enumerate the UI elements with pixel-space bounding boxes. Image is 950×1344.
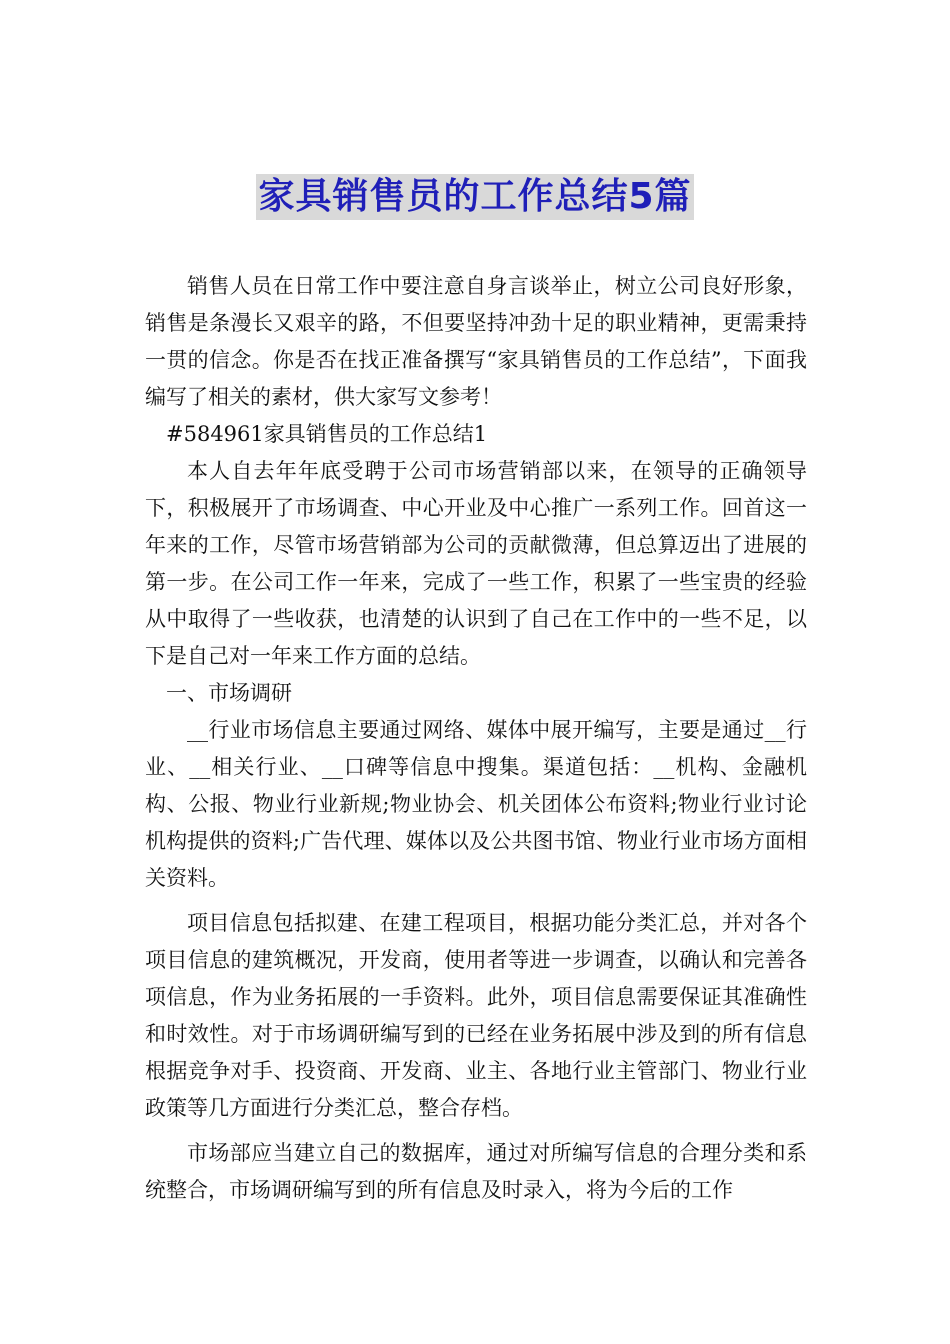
document-body <box>145 268 807 1209</box>
title-container <box>0 174 950 220</box>
subsection-heading: 一、市场调研 <box>166 681 292 705</box>
intro-paragraph: 销售人员在日常工作中要注意自身言谈举止，树立公司良好形象，销售是条漫长又艰辛的路，不但要坚持冲劲十足的职业精神，更需秉持一贯的信念。你是否在找正准备撰写“家具销售员的工作总结”，下面我编写了相关的素材，供大家写文参考！ <box>145 274 807 409</box>
body-paragraph: 项目信息包括拟建、在建工程项目，根据功能分类汇总，并对各个项目信息的建筑概况，开发商，使用者等进一步调查，以确认和完善各项信息，作为业务拓展的一手资料。此外，项目信息需要保证其准确性和时效性。对于市场调研编写到的已经在业务拓展中涉及到的所有信息根据竞争对手、投资商、开发商、业主、各地行业主管部门、物业行业政策等几方面进行分类汇总，整合存档。 <box>145 911 807 1120</box>
body-paragraph: 本人自去年年底受聘于公司市场营销部以来，在领导的正确领导下，积极展开了市场调查、中心开业及中心推广一系列工作。回首这一年来的工作，尽管市场营销部为公司的贡献微薄，但总算迈出了进展的第一步。在公司工作一年来，完成了一些工作，积累了一些宝贵的经验从中取得了一些收获，也清楚的认识到了自己在工作中的一些不足，以下是自己对一年来工作方面的总结。 <box>145 459 807 668</box>
document-title: 家具销售员的工作总结5篇 <box>256 174 693 220</box>
section-heading-1: #584961家具销售员的工作总结1 <box>166 422 488 446</box>
body-paragraph: __行业市场信息主要通过网络、媒体中展开编写，主要是通过__行业、__相关行业、__口碑等信息中搜集。渠道包括：__机构、金融机构、公报、物业行业新规;物业协会、机关团体公布资料;物业行业讨论机构提供的资料;广告代理、媒体以及公共图书馆、物业行业市场方面相关资料。 <box>145 718 807 890</box>
body-paragraph: 市场部应当建立自己的数据库，通过对所编写信息的合理分类和系统整合，市场调研编写到的所有信息及时录入，将为今后的工作 <box>145 1141 807 1202</box>
